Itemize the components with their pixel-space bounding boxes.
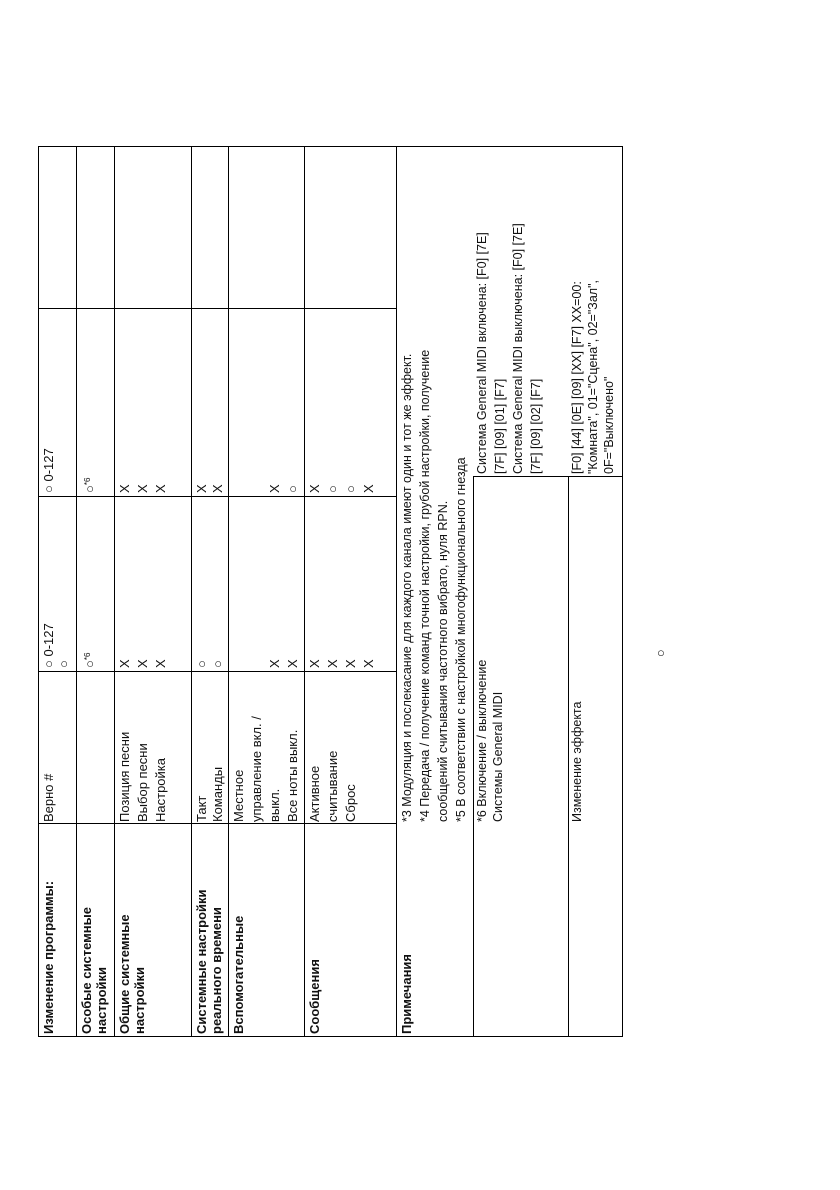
row-divider bbox=[228, 146, 229, 1037]
effect-change-value: 0F="Выключено" bbox=[602, 376, 616, 474]
row-item: Активное bbox=[307, 765, 322, 822]
row-category: Особые системные bbox=[79, 907, 94, 1034]
row-item: Команды bbox=[210, 766, 225, 822]
transmitted-value: X bbox=[117, 659, 132, 668]
transmitted-value: X bbox=[307, 659, 322, 668]
row-category: Системные настройки bbox=[194, 889, 209, 1034]
transmitted-value: X bbox=[361, 659, 376, 668]
column-divider bbox=[38, 496, 396, 497]
row-item: управление вкл. / bbox=[249, 716, 264, 822]
recognized-value: X bbox=[117, 484, 132, 493]
recognized-value: ○ 0-127 bbox=[41, 448, 56, 493]
recognized-value: ○ bbox=[285, 485, 300, 493]
recognized-value: ○ bbox=[325, 485, 340, 493]
footnote-ref: *6 bbox=[83, 652, 92, 661]
row-category: Сообщения bbox=[307, 959, 322, 1034]
recognized-value: X bbox=[307, 484, 322, 493]
row-item: считывание bbox=[325, 750, 340, 822]
row-item: Местное bbox=[231, 769, 246, 822]
recognized-value bbox=[82, 478, 97, 493]
recognized-value: X bbox=[361, 484, 376, 493]
note-line: сообщений считывания частотного вибрато, нуля RPN. bbox=[436, 500, 450, 822]
recognized-value: X bbox=[210, 484, 225, 493]
table-border-top bbox=[38, 146, 39, 1037]
table-border-left bbox=[38, 1036, 623, 1037]
transmitted-value: ○ bbox=[194, 660, 209, 668]
row-item: Позиция песни bbox=[117, 731, 132, 822]
row-item: выкл. bbox=[267, 788, 282, 822]
row-item: Сброс bbox=[343, 784, 358, 822]
note6-value: Система General MIDI выключена: [F0] [7E] bbox=[511, 223, 525, 474]
footnote-ref: *6 bbox=[83, 477, 92, 486]
column-divider bbox=[38, 308, 396, 309]
row-item: Верно # bbox=[41, 773, 56, 822]
row-divider bbox=[76, 146, 77, 1037]
transmitted-value: ○ bbox=[210, 660, 225, 668]
transmitted-value: X bbox=[285, 659, 300, 668]
row-category: Вспомогательные bbox=[231, 915, 246, 1034]
row-category: настройки bbox=[132, 966, 147, 1034]
notes-subdivider bbox=[568, 477, 569, 1037]
symbol: ○ bbox=[82, 485, 97, 493]
row-divider bbox=[191, 146, 192, 1037]
recognized-value: X bbox=[194, 484, 209, 493]
note-line: *3 Модуляция и послекасание для каждого канала имеют один и тот же эффект. bbox=[400, 353, 414, 822]
row-category: настройки bbox=[94, 966, 109, 1034]
row-item: Настройка bbox=[153, 758, 168, 822]
transmitted-value bbox=[82, 653, 97, 668]
transmitted-value: X bbox=[325, 659, 340, 668]
note-line: *5 В соответствии с настройкой многофункционального гнезда bbox=[454, 457, 468, 822]
row-category: реального времени bbox=[209, 907, 224, 1034]
stray-circle-mark: ○ bbox=[657, 645, 665, 660]
recognized-value: ○ bbox=[343, 485, 358, 493]
row-item: Выбор песни bbox=[135, 743, 150, 822]
effect-change-value: [F0] [44] [0E] [09] [XX] [F7] XX=00: bbox=[570, 281, 584, 474]
column-divider bbox=[38, 823, 396, 824]
transmitted-value: X bbox=[153, 659, 168, 668]
note6-label: *6 Включение / выключение bbox=[475, 659, 489, 822]
row-item: Такт bbox=[194, 795, 209, 822]
note6-label: Системы General MIDI bbox=[491, 691, 505, 822]
row-divider bbox=[396, 146, 397, 1037]
transmitted-value: X bbox=[135, 659, 150, 668]
notes-label: Примечания bbox=[399, 953, 414, 1034]
midi-implementation-table bbox=[38, 147, 623, 1037]
notes-column-divider bbox=[473, 476, 623, 477]
row-category: Общие системные bbox=[117, 914, 132, 1034]
recognized-value: X bbox=[153, 484, 168, 493]
table-border-right bbox=[38, 146, 623, 147]
recognized-value: X bbox=[135, 484, 150, 493]
row-divider bbox=[304, 146, 305, 1037]
symbol: ○ bbox=[82, 660, 97, 668]
effect-change-label: Изменение эффекта bbox=[570, 701, 584, 822]
effect-change-value: "Комната", 01="Сцена", 02="Зал", bbox=[586, 280, 600, 474]
transmitted-value: ○ bbox=[56, 660, 71, 668]
transmitted-value: X bbox=[343, 659, 358, 668]
note6-value: Система General MIDI включена: [F0] [7E] bbox=[475, 232, 489, 474]
recognized-value: X bbox=[267, 484, 282, 493]
transmitted-value: ○ 0-127 bbox=[41, 623, 56, 668]
row-category: Изменение программы: bbox=[41, 880, 56, 1034]
row-item: Все ноты выкл. bbox=[285, 729, 300, 822]
row-divider bbox=[114, 146, 115, 1037]
note6-value: [7F] [09] [01] [F7] bbox=[493, 378, 507, 474]
note6-value: [7F] [09] [02] [F7] bbox=[529, 378, 543, 474]
table-border-bottom bbox=[622, 146, 623, 1037]
transmitted-value: X bbox=[267, 659, 282, 668]
notes-subdivider bbox=[473, 477, 474, 1037]
column-divider bbox=[38, 671, 396, 672]
note-line: *4 Передача / получение команд точной настройки, грубой настройки, получение bbox=[418, 349, 432, 822]
